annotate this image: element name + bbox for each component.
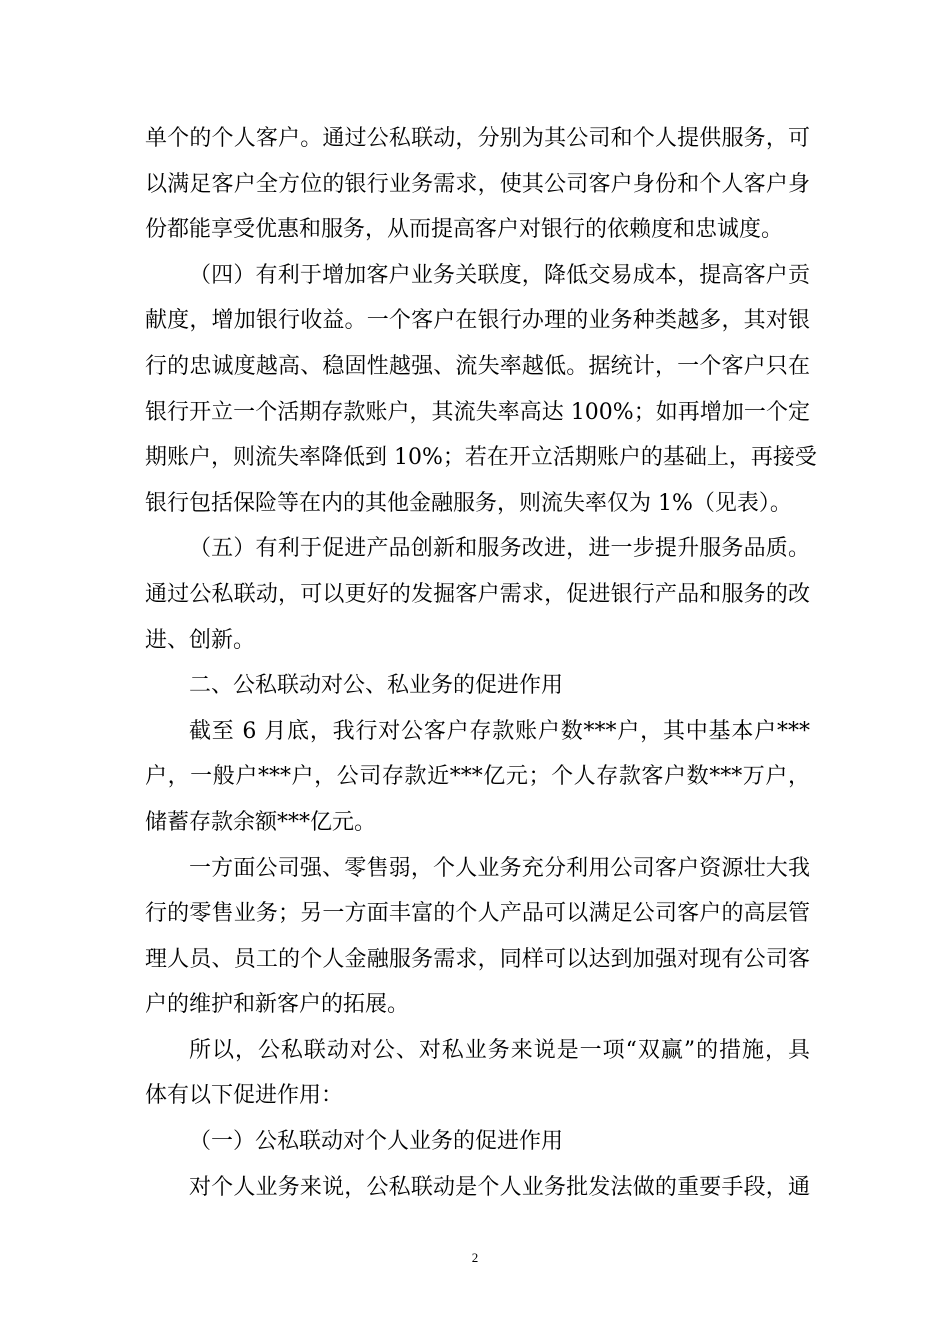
text-line: 期账户，则流失率降低到 10%；若在开立活期账户的基础上，再接受 — [145, 445, 817, 471]
text-line: 对个人业务来说，公私联动是个人业务批发法做的重要手段，通 — [189, 1174, 810, 1200]
text-line: 单个的个人客户。通过公私联动，分别为其公司和个人提供服务，可 — [145, 126, 810, 151]
text-line: 体有以下促进作用： — [145, 1083, 344, 1109]
text-line: 以满足客户全方位的银行业务需求，使其公司客户身份和个人客户身 — [145, 171, 810, 197]
text-line: 储蓄存款余额***亿元。 — [145, 809, 377, 835]
text-line: 理人员、员工的个人金融服务需求，同样可以达到加强对现有公司客 — [145, 946, 810, 972]
text-line: 截至 6 月底，我行对公客户存款账户数***户，其中基本户*** — [189, 718, 810, 744]
text-line: （五）有利于促进产品创新和服务改进，进一步提升服务品质。 — [189, 536, 810, 562]
document-body — [145, 116, 817, 1210]
text-line: 进、创新。 — [145, 627, 256, 653]
text-line: 一方面公司强、零售弱，个人业务充分利用公司客户资源壮大我 — [189, 855, 810, 881]
text-line: （四）有利于增加客户业务关联度，降低交易成本，提高客户贡 — [189, 262, 810, 288]
text-line: 份都能享受优惠和服务，从而提高客户对银行的依赖度和忠诚度。 — [145, 217, 784, 243]
text-line: 所以，公私联动对公、对私业务来说是一项“双赢”的措施，具 — [189, 1037, 810, 1063]
text-line: 通过公私联动，可以更好的发掘客户需求，促进银行产品和服务的改 — [145, 581, 810, 607]
text-line: 银行包括保险等在内的其他金融服务，则流失率仅为 1%（见表）。 — [145, 490, 792, 516]
text-line: 银行开立一个活期存款账户，其流失率高达 100%；如再增加一个定 — [145, 399, 810, 425]
text-line: 行的忠诚度越高、稳固性越强、流失率越低。据统计，一个客户只在 — [145, 353, 810, 379]
text-line: 户，一般户***户，公司存款近***亿元；个人存款客户数***万户， — [145, 764, 810, 790]
text-line: 户的维护和新客户的拓展。 — [145, 992, 410, 1018]
page-number: 2 — [471, 1250, 479, 1265]
text-line: （一）公私联动对个人业务的促进作用 — [189, 1129, 564, 1155]
text-line: 行的零售业务；另一方面丰富的个人产品可以满足公司客户的高层管 — [145, 901, 810, 927]
text-line: 献度，增加银行收益。一个客户在银行办理的业务种类越多，其对银 — [145, 308, 810, 334]
text-line: 二、公私联动对公、私业务的促进作用 — [189, 673, 564, 699]
